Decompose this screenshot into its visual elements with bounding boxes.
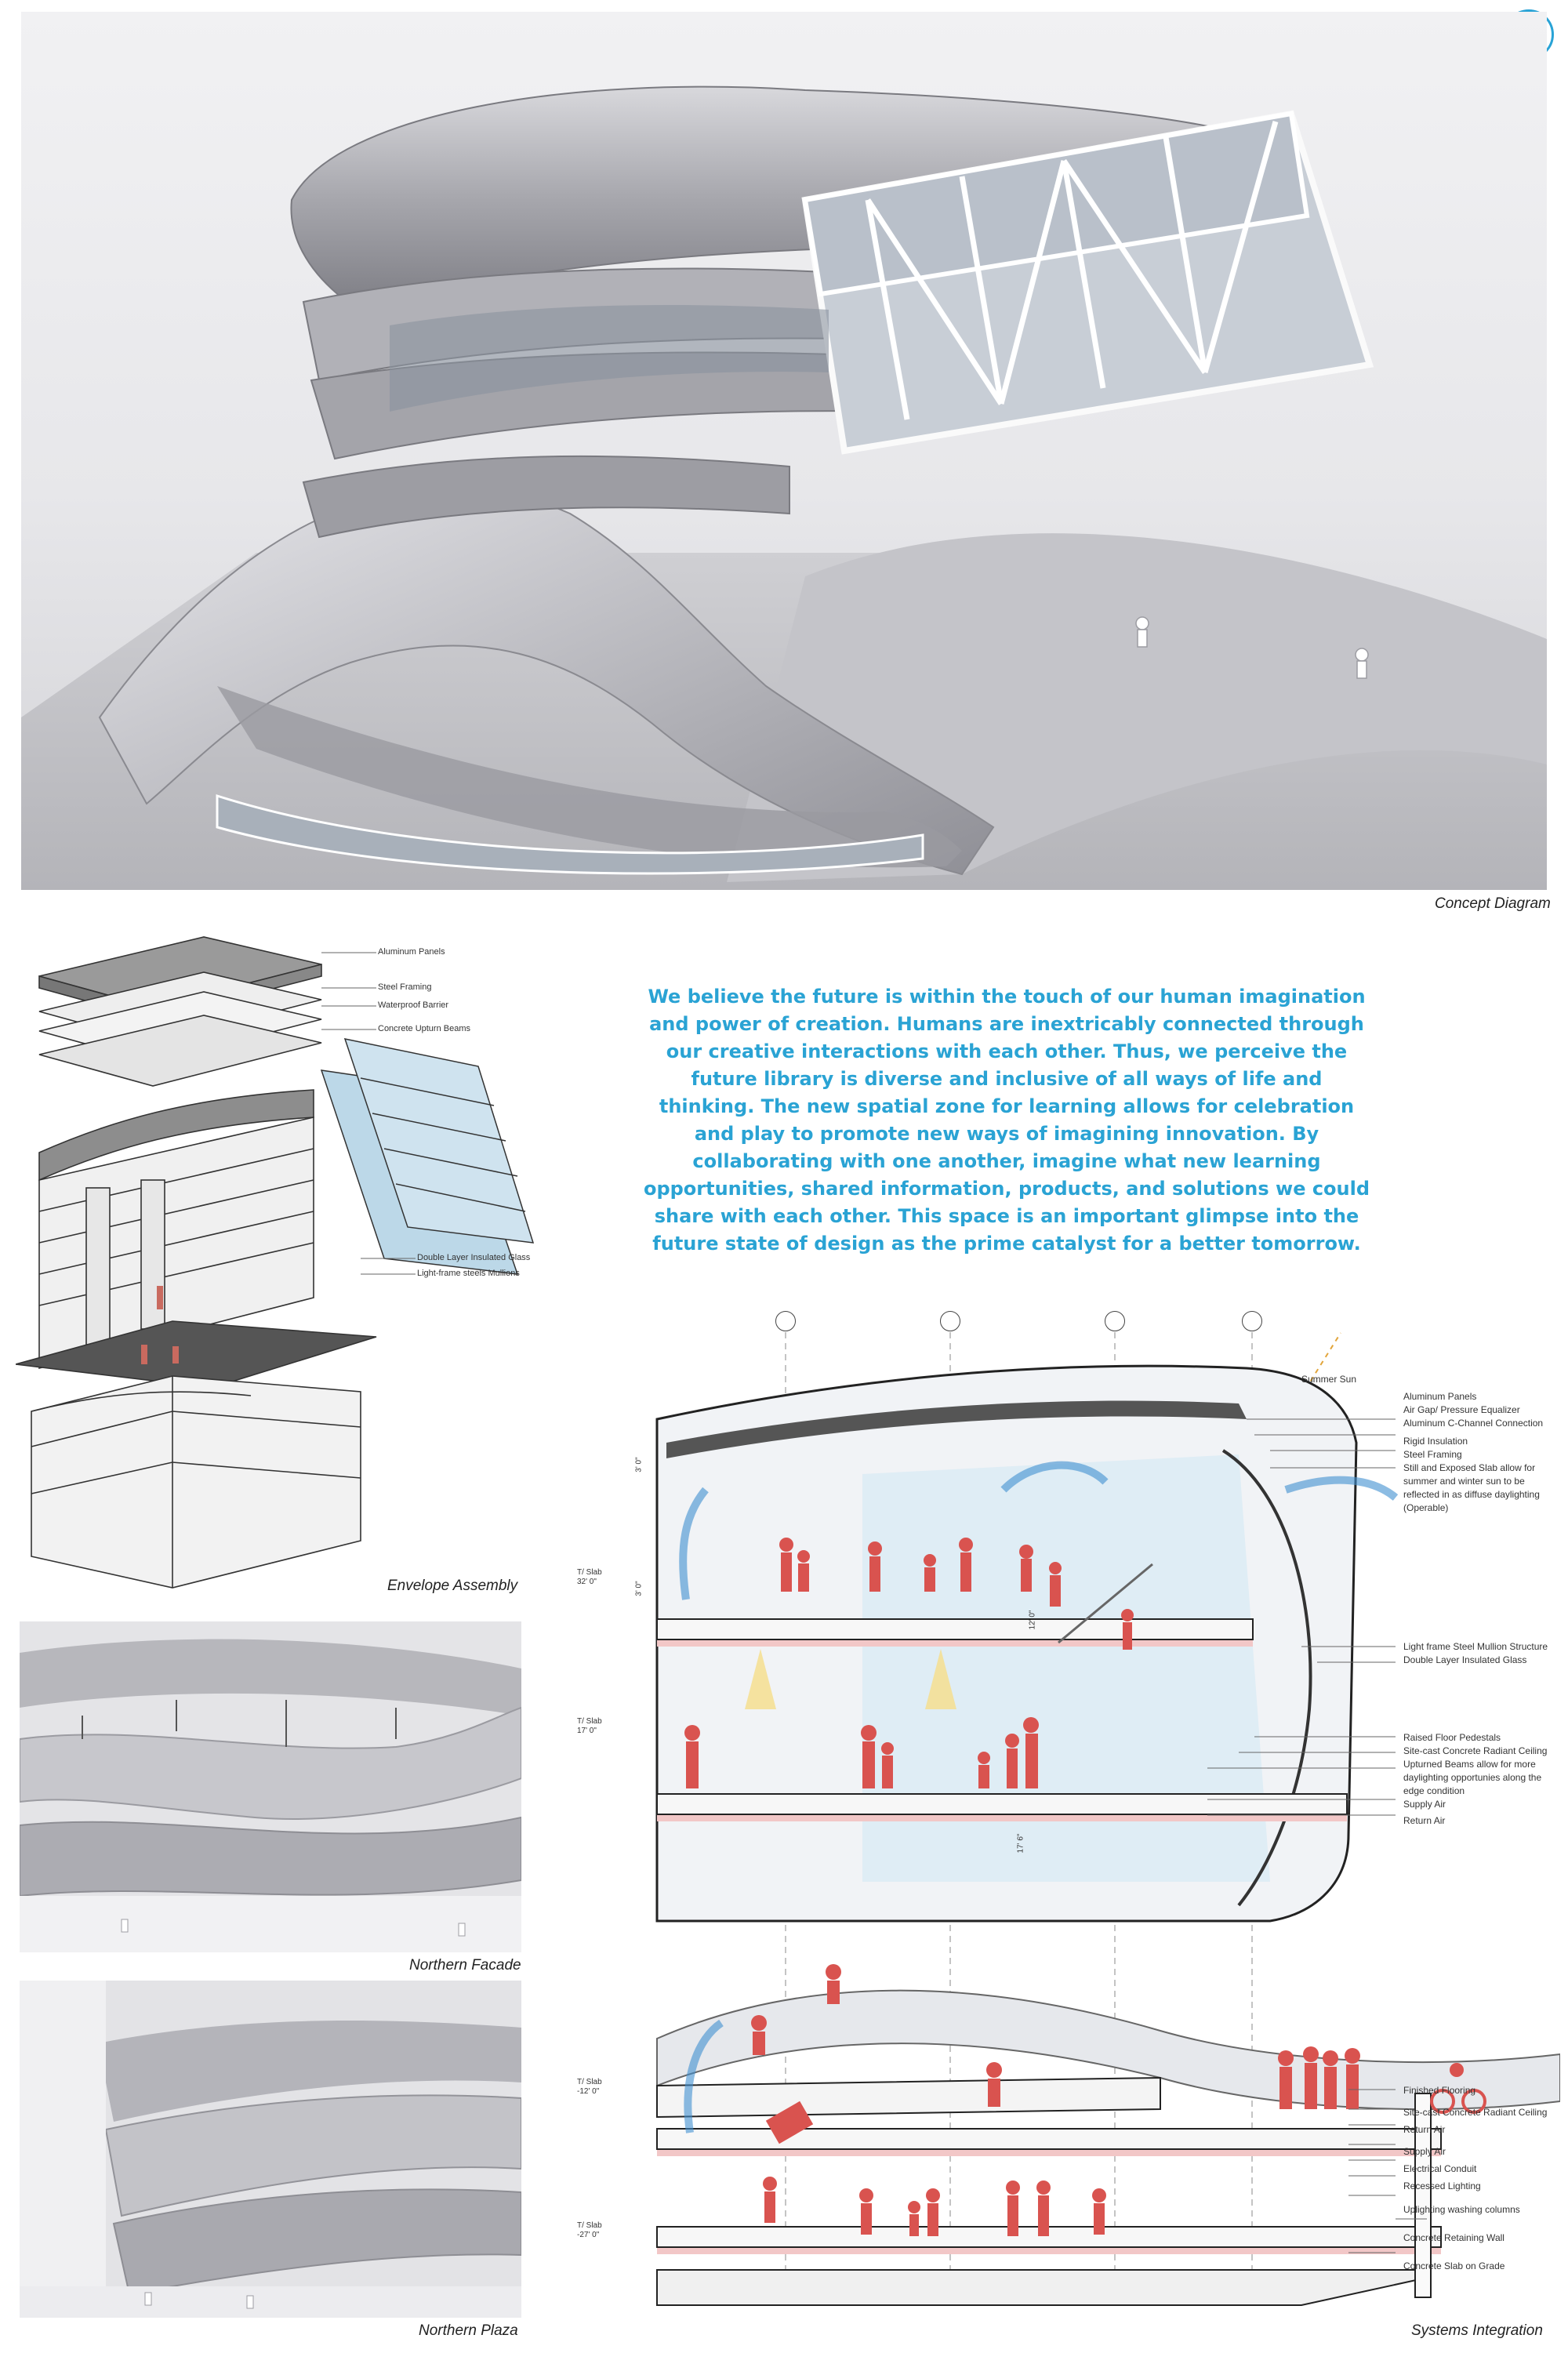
label-c-channel: Aluminum C-Channel Connection bbox=[1403, 1418, 1544, 1429]
grid-marker-4 bbox=[1242, 1311, 1262, 1331]
northern-plaza-photo bbox=[20, 1981, 521, 2318]
label-upturned-beams: Upturned Beams allow for more daylighting opportunies along the edge condition bbox=[1403, 1759, 1542, 1796]
label-radiant-ceiling: Site-cast Concrete Radiant Ceiling bbox=[1403, 1745, 1548, 1756]
label-section-double-glass: Double Layer Insulated Glass bbox=[1403, 1654, 1527, 1665]
label-waterproof-barrier: Waterproof Barrier bbox=[378, 1000, 449, 1010]
label-air-gap: Air Gap/ Pressure Equalizer bbox=[1403, 1404, 1520, 1415]
label-roof-steel-framing: Steel Framing bbox=[1403, 1449, 1462, 1460]
grid-marker-2 bbox=[940, 1311, 960, 1331]
label-double-layer-glass: Double Layer Insulated Glass bbox=[417, 1253, 531, 1262]
label-lower-supply-air: Supply Air bbox=[1403, 2146, 1446, 2157]
label-electrical-conduit: Electrical Conduit bbox=[1403, 2163, 1477, 2174]
grid-marker-1 bbox=[775, 1311, 796, 1331]
label-return-air: Return Air bbox=[1403, 1815, 1446, 1826]
label-retaining-wall: Concrete Retaining Wall bbox=[1403, 2232, 1504, 2243]
label-lower-return-air: Return Air bbox=[1403, 2124, 1446, 2135]
concept-model-drawing bbox=[21, 12, 1547, 890]
grid-marker-3 bbox=[1105, 1311, 1125, 1331]
caption-envelope-assembly: Envelope Assembly bbox=[387, 1578, 518, 1594]
label-supply-air: Supply Air bbox=[1403, 1799, 1446, 1810]
envelope-assembly-diagram bbox=[16, 929, 564, 1603]
label-recessed-lighting: Recessed Lighting bbox=[1403, 2181, 1481, 2191]
label-slab-on-grade: Concrete Slab on Grade bbox=[1403, 2260, 1505, 2271]
label-concrete-upturn-beams: Concrete Upturn Beams bbox=[378, 1024, 470, 1033]
concept-model-photo bbox=[21, 12, 1547, 890]
design-statement: We believe the future is within the touch of our human imagination and power of creation. Humans are inextricably connected through our creative interactions with each other. Thus, we perceive the future library is diverse and inclusive of all ways of life and thinking. The new spatial zone for learning allows for celebration and play to promote new ways of imagining innovation. By collaborating with one another, imagine what new learning opportunities, shared information, products, and solutions we could share with each other. This space is an important glimpse into the future state of design as the prime catalyst for a better tomorrow. bbox=[643, 986, 1370, 1255]
level-marker-1: T/ Slab 32' 0" bbox=[577, 1568, 602, 1586]
dimension-1: 3' 0" bbox=[634, 1457, 644, 1472]
level-marker-2: T/ Slab 17' 0" bbox=[577, 1717, 602, 1735]
roof-labels bbox=[1403, 1390, 1548, 1515]
caption-concept-diagram: Concept Diagram bbox=[1435, 895, 1551, 912]
label-steel-framing: Steel Framing bbox=[378, 982, 432, 992]
lower-labels bbox=[1403, 2082, 1548, 2275]
label-raised-floor: Raised Floor Pedestals bbox=[1403, 1732, 1501, 1743]
caption-northern-facade: Northern Facade bbox=[409, 1957, 521, 1974]
caption-northern-plaza: Northern Plaza bbox=[419, 2322, 518, 2339]
label-light-frame-mullions: Light-frame steels Mullions bbox=[417, 1269, 520, 1278]
label-summer-sun: Summer Sun bbox=[1301, 1374, 1357, 1385]
dimension-4: 12' 0" bbox=[1028, 1610, 1037, 1630]
northern-facade-photo bbox=[20, 1621, 521, 1952]
label-still-exposed-slab: Still and Exposed Slab allow for summer and winter sun to be reflected in as diffuse daylighting (Operable) bbox=[1403, 1462, 1540, 1513]
dimension-3: 17' 6" bbox=[1016, 1833, 1025, 1854]
label-lower-radiant-ceiling: Site-cast Concrete Radiant Ceiling bbox=[1403, 2107, 1548, 2118]
label-finished-flooring: Finished Flooring bbox=[1403, 2085, 1476, 2096]
label-roof-aluminum-panels: Aluminum Panels bbox=[1403, 1391, 1477, 1402]
mullion-labels bbox=[1403, 1640, 1548, 1667]
label-aluminum-panels: Aluminum Panels bbox=[378, 947, 445, 957]
label-steel-mullion: Light frame Steel Mullion Structure bbox=[1403, 1641, 1548, 1652]
caption-systems-integration: Systems Integration bbox=[1411, 2322, 1543, 2339]
floor-labels bbox=[1403, 1731, 1548, 1828]
label-rigid-insulation: Rigid Insulation bbox=[1403, 1436, 1468, 1447]
label-uplighting: Uplighting washing columns bbox=[1403, 2204, 1520, 2215]
dimension-2: 3' 0" bbox=[634, 1581, 644, 1596]
level-marker-3: T/ Slab -12' 0" bbox=[577, 2078, 602, 2096]
level-marker-4: T/ Slab -27' 0" bbox=[577, 2221, 602, 2239]
